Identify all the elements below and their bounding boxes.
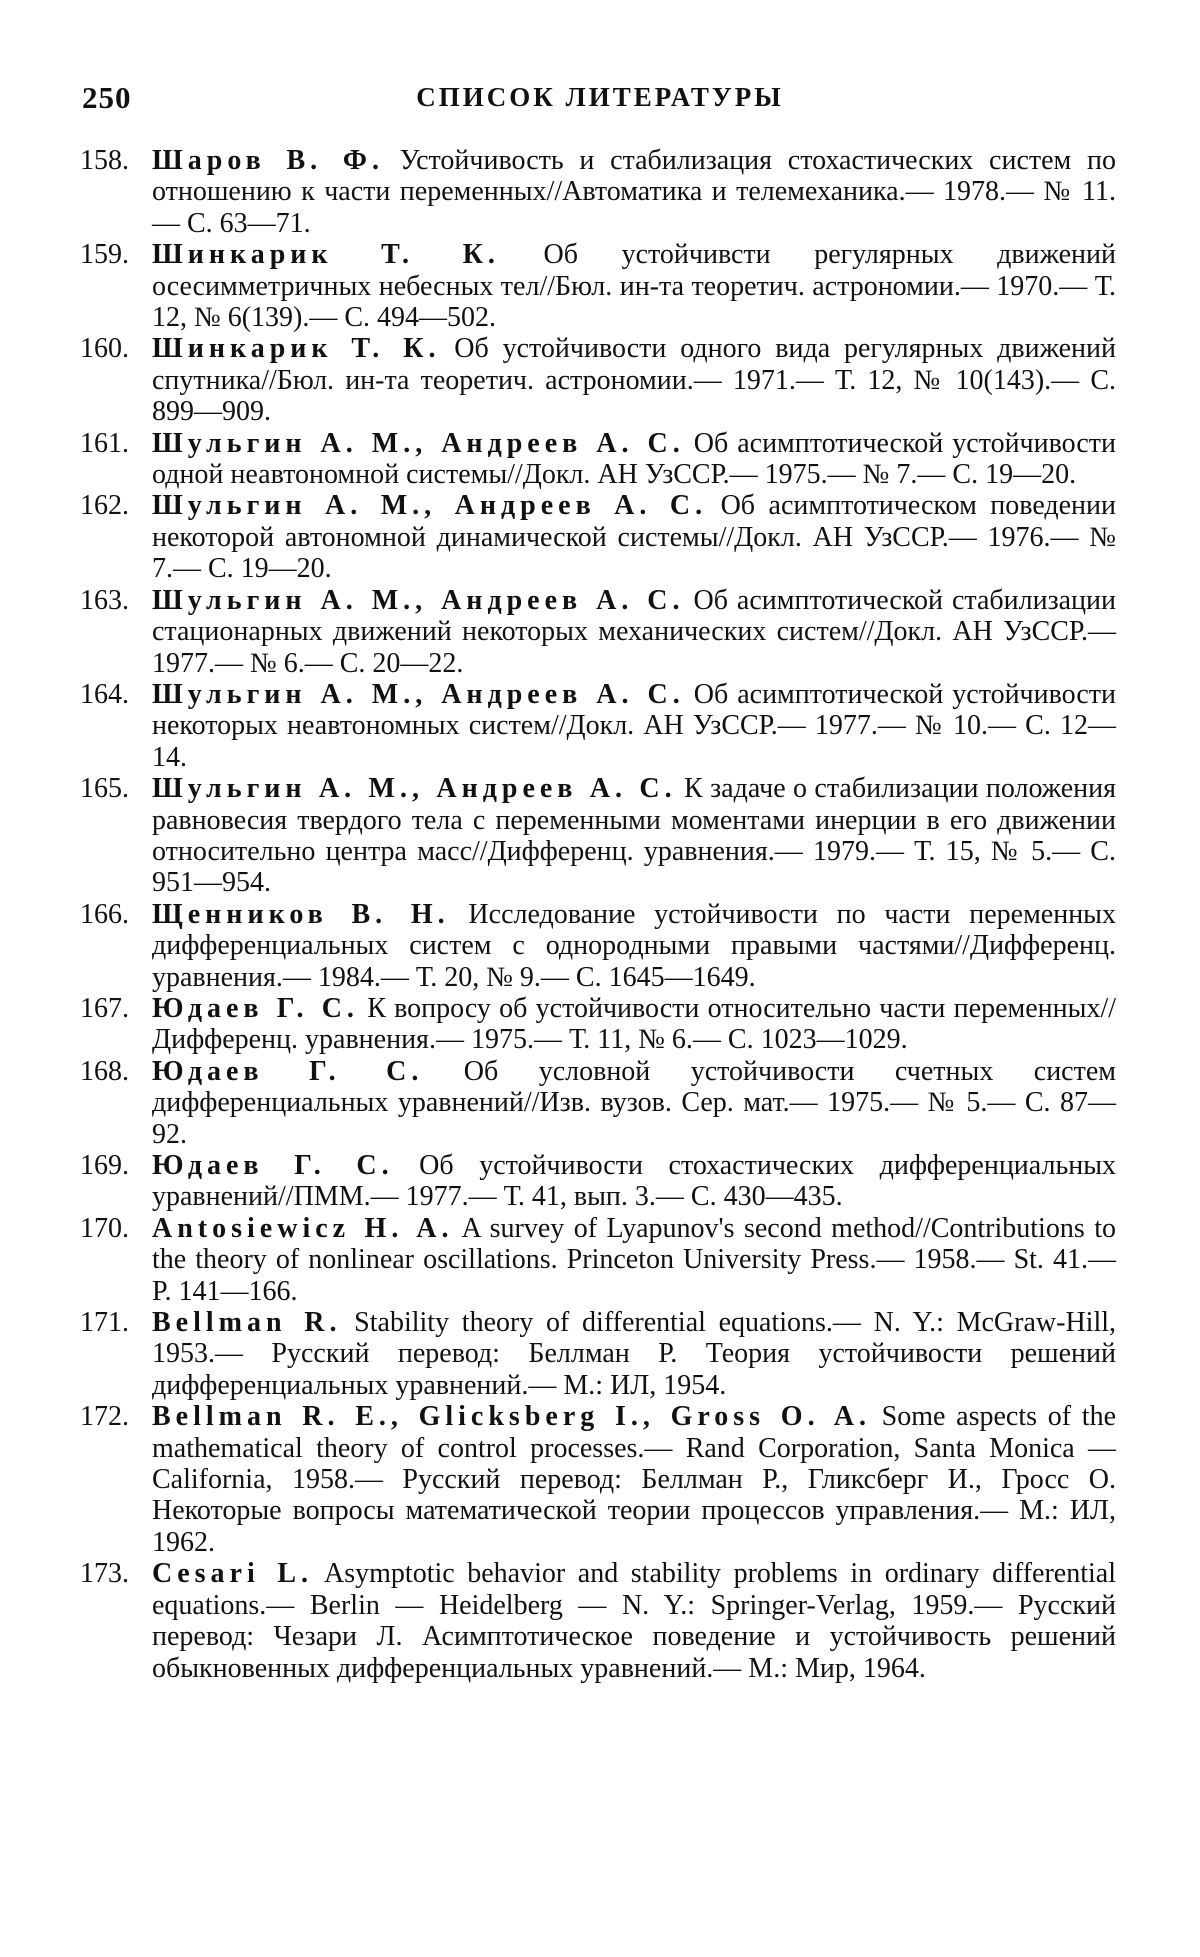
reference-authors: Antosiewicz H. A.	[152, 1212, 454, 1244]
reference-text: Some aspects of the mathematical theory of control processes.— Rand Corporation, Santa Monica — California, 1958.— Русский перевод: Беллман Р., Гликсберг И., Гросс О. Некоторые вопросы математической теории процессов управления.— М.: ИЛ, 1962.	[152, 1401, 1116, 1558]
reference-item	[80, 899, 1116, 993]
reference-text: Об устойчивсти регулярных движений осесимметричных небесных тел//Бюл. ин-та теоретич. астрономии.— 1970.— Т. 12, № 6(139).— С. 494—502.	[152, 239, 1116, 334]
reference-authors: Юдаев Г. С.	[152, 1055, 424, 1087]
reference-number: 159.	[80, 239, 129, 271]
reference-number: 162.	[80, 490, 129, 522]
reference-item	[80, 1056, 1116, 1150]
reference-text: Об асимптотической устойчивости одной неавтономной системы//Докл. АН УзССР.— 1975.— № 7.— С. 19—20.	[152, 427, 1117, 491]
page-number: 250	[82, 80, 132, 115]
reference-number: 164.	[80, 678, 129, 710]
reference-number: 163.	[80, 584, 129, 616]
reference-authors: Шульгин А. М., Андреев А. С.	[152, 427, 685, 459]
reference-number: 165.	[80, 773, 129, 805]
reference-item	[80, 333, 1116, 427]
reference-authors: Шинкарик Т. К.	[152, 239, 500, 271]
reference-authors: Bellman R.	[152, 1307, 342, 1339]
reference-number: 170.	[80, 1212, 129, 1244]
reference-number: 167.	[80, 992, 129, 1024]
page-header	[82, 80, 1118, 120]
reference-text: Об асимптотической стабилизации стационарных движений некоторых механических систем//Докл. АН УзССР.— 1977.— № 6.— С. 20—22.	[152, 584, 1117, 679]
reference-authors: Шаров В. Ф.	[152, 145, 384, 176]
reference-authors: Шинкарик Т. К.	[152, 333, 441, 365]
reference-authors: Шульгин А. М., Андреев А. С.	[152, 773, 677, 805]
reference-text: Asymptotic behavior and stability problems in ordinary differential equations.— Berlin — Heidelberg — N. Y.: Springer-Verlag, 1959.— Русский перевод: Чезари Л. Асимптотическое поведение и устойчивость решений обыкновенных дифференциальных уравнений.— М.: Мир, 1964.	[152, 1558, 1116, 1684]
reference-item	[80, 1401, 1116, 1558]
reference-item	[80, 1558, 1116, 1684]
reference-text: К задаче о стабилизации положения равновесия твердого тела с переменными моментами инерции в его движении относительно центра масс//Дифференц. уравнения.— 1979.— Т. 15, № 5.— С. 951—954.	[152, 773, 1117, 899]
reference-item	[80, 585, 1116, 679]
reference-text: Stability theory of differential equations.— N. Y.: McGraw-Hill, 1953.— Русский перевод: Беллман Р. Теория устойчивости решений дифференциальных уравнений.— М.: ИЛ, 1954.	[152, 1307, 1116, 1401]
reference-text: A survey of Lyapunov's second method//Contributions to the theory of nonlinear oscillations. Princeton University Press.— 1958.— St. 41.— P. 141—166.	[152, 1212, 1116, 1307]
reference-text: Об условной устойчивости счетных систем дифференциальных уравнений//Изв. вузов. Сер. мат.— 1975.— № 5.— С. 87—92.	[152, 1055, 1116, 1150]
reference-list	[80, 145, 1116, 1684]
running-title: СПИСОК ЛИТЕРАТУРЫ	[416, 82, 784, 112]
reference-authors: Щенников В. Н.	[152, 898, 450, 930]
reference-authors: Юдаев Г. С.	[152, 992, 359, 1024]
reference-text: Об устойчивости стохастических дифференциальных уравнений//ПММ.— 1977.— Т. 41, вып. 3.— С. 430—435.	[152, 1150, 1117, 1213]
reference-number: 161.	[80, 427, 129, 459]
reference-number: 166.	[80, 898, 129, 930]
reference-item	[80, 145, 1116, 239]
reference-item	[80, 1307, 1116, 1401]
reference-authors: Bellman R. E., Glicksberg I., Gross O. A.	[152, 1401, 871, 1433]
reference-authors: Юдаев Г. С.	[152, 1150, 394, 1181]
reference-number: 158.	[80, 145, 129, 176]
reference-text: Об асимптотическом поведении некоторой автономной динамической системы//Докл. АН УзССР.— 1976.— № 7.— С. 19—20.	[152, 490, 1117, 585]
reference-item	[80, 239, 1116, 333]
reference-number: 173.	[80, 1558, 129, 1590]
reference-text: К вопросу об устойчивости относительно части переменных//Дифференц. уравнения.— 1975.— Т. 11, № 6.— С. 1023—1029.	[152, 992, 1116, 1056]
reference-authors: Cesari L.	[152, 1558, 313, 1590]
reference-text: Исследование устойчивости по части переменных дифференциальных систем с однородными правыми частями//Дифференц. уравнения.— 1984.— Т. 20, № 9.— С. 1645—1649.	[152, 898, 1116, 993]
reference-number: 168.	[80, 1055, 129, 1087]
reference-item	[80, 1213, 1116, 1307]
reference-number: 172.	[80, 1401, 129, 1433]
reference-item	[80, 1150, 1116, 1213]
reference-item	[80, 428, 1116, 491]
reference-authors: Шульгин А. М., Андреев А. С.	[152, 584, 685, 616]
reference-number: 171.	[80, 1307, 129, 1339]
reference-number: 160.	[80, 333, 129, 365]
reference-item	[80, 679, 1116, 773]
reference-authors: Шульгин А. М., Андреев А. С.	[152, 678, 685, 710]
reference-text: Об асимптотической устойчивости некоторых неавтономных систем//Докл. АН УзССР.— 1977.— № 10.— С. 12—14.	[152, 678, 1117, 773]
reference-item	[80, 993, 1116, 1056]
reference-item	[80, 773, 1116, 899]
reference-item	[80, 490, 1116, 584]
reference-text: Об устойчивости одного вида регулярных движений спутника//Бюл. ин-та теоретич. астрономии.— 1971.— Т. 12, № 10(143).— С. 899—909.	[152, 333, 1116, 428]
reference-text: Устойчивость и стабилизация стохастических систем по отношению к части переменных//Автоматика и телемеханика.— 1978.— № 11.— С. 63—71.	[152, 145, 1116, 239]
reference-number: 169.	[80, 1150, 129, 1181]
reference-authors: Шульгин А. М., Андреев А. С.	[152, 490, 708, 522]
